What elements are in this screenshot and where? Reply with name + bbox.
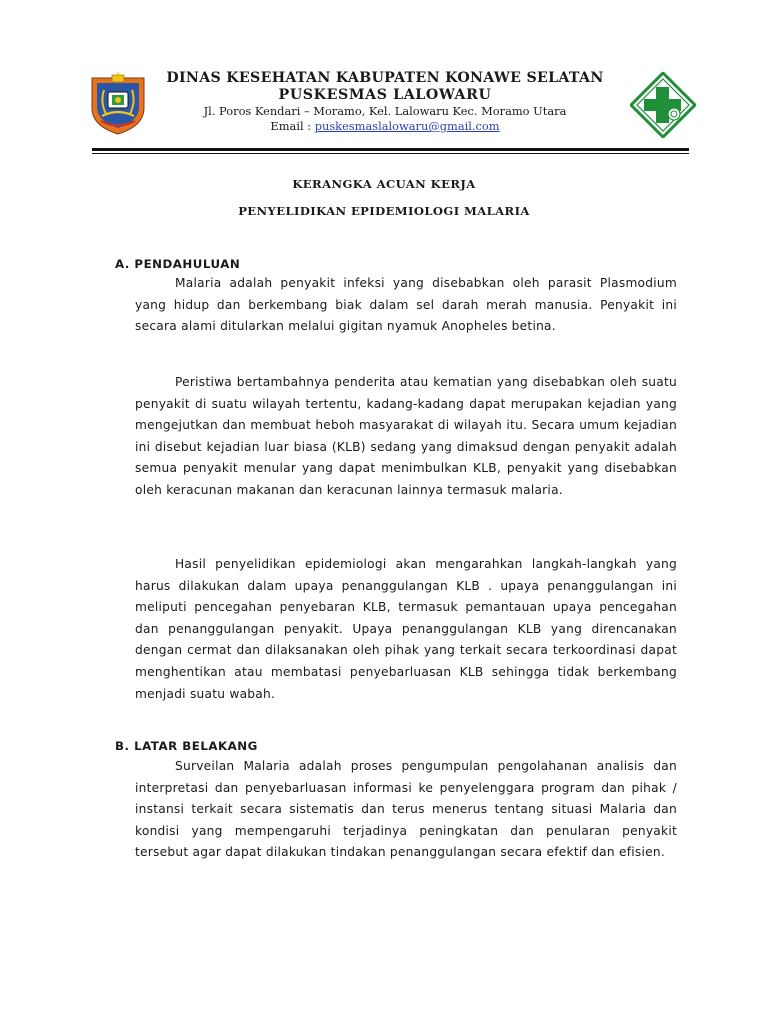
email-label: Email : — [270, 119, 315, 133]
paragraph: Malaria adalah penyakit infeksi yang disebabkan oleh parasit Plasmodium yang hidup dan berkembang biak dalam sel darah merah manusia. Penyakit ini secara alami ditularkan melalui gigitan nyamuk Anopheles betina. — [135, 276, 677, 334]
paragraph: Surveilan Malaria adalah proses pengumpulan pengolahanan analisis dan interpretasi dan penyebarluasan informasi ke penyelenggara program dan pihak / instansi terkait secara sistematis dan terus menerus tentang situasi Malaria dan kondisi yang mempengaruhi terjadinya peningkatan dan penularan penyakit tersebut agar dapat dilakukan tindakan penanggulangan secara efektif dan efisien. — [135, 759, 677, 860]
paragraph: Peristiwa bertambahnya penderita atau kematian yang disebabkan oleh suatu penyakit di suatu wilayah tertentu, kadang-kadang dapat merupakan kejadian yang mengejutkan dan membuat heboh masyarakat di wilayah itu. Secara umum kejadian ini disebut kejadian luar biasa (KLB) sedang yang dimaksud dengan penyakit adalah semua penyakit menular yang dapat menimbulkan KLB, penyakit yang disebabkan oleh keracunan makanan dan keracunan lainnya termasuk malaria. — [135, 375, 677, 497]
section-heading-pendahuluan: A. PENDAHULUAN — [115, 257, 241, 271]
document-title: KERANGKA ACUAN KERJA — [292, 177, 476, 191]
regency-emblem-icon — [88, 72, 148, 136]
header-rule-thick — [92, 148, 689, 151]
email-line — [158, 119, 612, 134]
puskesmas-logo-icon — [630, 72, 696, 138]
letterhead-text — [158, 70, 612, 134]
paragraph: Hasil penyelidikan epidemiologi akan mengarahkan langkah-langkah yang harus dilakukan dalam upaya penanggulangan KLB . upaya penanggulangan ini meliputi pencegahan penyebaran KLB, termasuk pemantauan upaya pencegahan dan penanggulangan penyakit. Upaya penanggulangan KLB yang direncanakan dengan cermat dan dilaksanakan oleh pihak yang terkait secara terkoordinasi dapat menghentikan atau membatasi penyebarluasan KLB sehingga tidak berkembang menjadi suatu wabah. — [135, 557, 677, 701]
puskesmas-name: PUSKESMAS LALOWARU — [278, 87, 492, 103]
address: Jl. Poros Kendari – Moramo, Kel. Lalowaru Kec. Moramo Utara — [203, 104, 567, 118]
section-heading-latar-belakang: B. LATAR BELAKANG — [115, 739, 258, 753]
header-rule-thin — [92, 153, 689, 154]
agency-name: DINAS KESEHATAN KABUPATEN KONAWE SELATAN — [166, 70, 604, 86]
document-subtitle: PENYELIDIKAN EPIDEMIOLOGI MALARIA — [238, 204, 530, 218]
email-link[interactable]: puskesmaslalowaru@gmail.com — [314, 119, 500, 133]
letterhead — [88, 66, 696, 144]
